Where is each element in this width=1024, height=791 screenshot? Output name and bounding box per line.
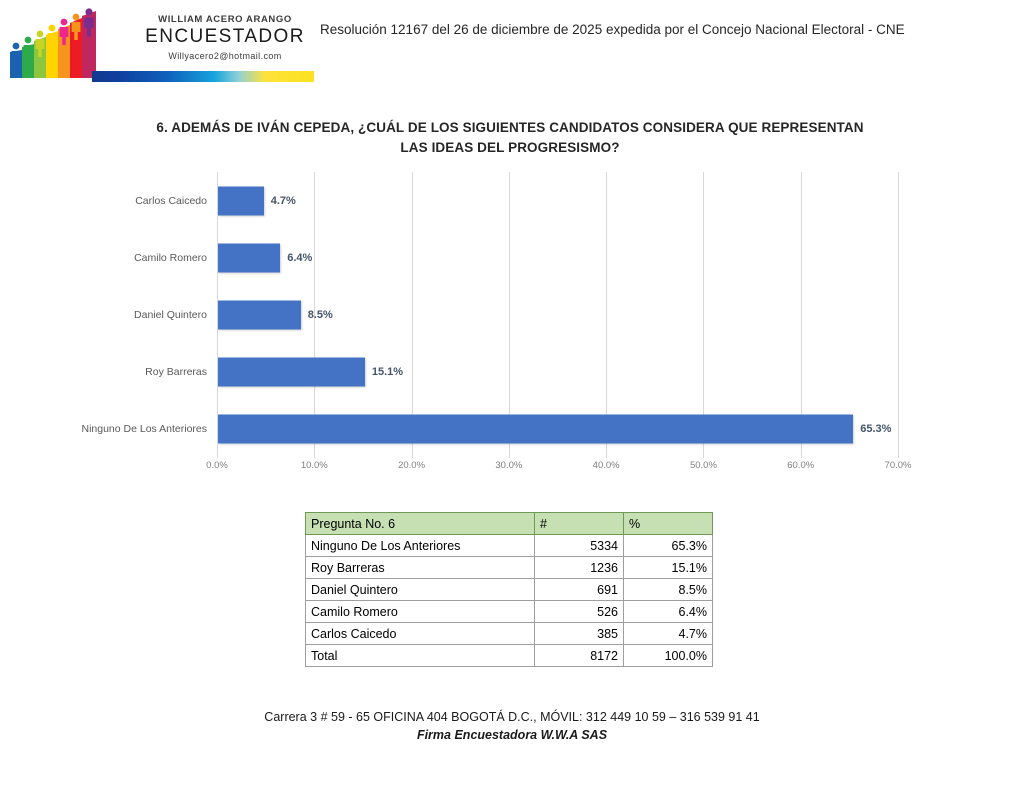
table-row — [306, 579, 713, 601]
chart-category-row — [0, 286, 1024, 343]
chart-title-line-1: 6. ADEMÁS DE IVÁN CEPEDA, ¿CUÁL DE LOS SIGUIENTES CANDIDATOS CONSIDERA QUE REPRESENTAN — [156, 120, 864, 135]
chart-x-tick-label: 30.0% — [495, 460, 523, 471]
chart-category-label: Roy Barreras — [145, 366, 207, 379]
bar-chart — [0, 168, 1024, 478]
chart-x-tick-label: 0.0% — [206, 460, 228, 471]
chart-title-line-2: LAS IDEAS DEL PROGRESISMO? — [400, 140, 620, 155]
chart-bar[interactable] — [218, 358, 365, 387]
chart-x-tick-mark — [314, 454, 315, 458]
brand-gradient-bar — [92, 71, 314, 82]
table-cell-count: 691 — [535, 579, 624, 601]
chart-x-axis — [0, 454, 1024, 478]
chart-category-row — [0, 172, 1024, 229]
brand-email: Willyacero2@hotmail.com — [168, 51, 282, 61]
chart-x-tick-label: 70.0% — [884, 460, 912, 471]
chart-data-label: 6.4% — [287, 251, 313, 264]
table-cell-label: Camilo Romero — [306, 601, 535, 623]
results-table — [305, 512, 713, 667]
chart-category-label: Carlos Caicedo — [135, 194, 207, 207]
table-cell-label: Ninguno De Los Anteriores — [306, 535, 535, 557]
brand-block — [135, 14, 315, 61]
table-row — [306, 535, 713, 557]
table-cell-label: Daniel Quintero — [306, 579, 535, 601]
page-header — [0, 0, 1024, 95]
chart-category-label: Camilo Romero — [134, 251, 207, 264]
table-header-row — [306, 513, 713, 535]
table-body — [306, 535, 713, 667]
table-cell-label: Total — [306, 645, 535, 667]
table-cell-label: Carlos Caicedo — [306, 623, 535, 645]
table-row — [306, 601, 713, 623]
chart-data-label: 8.5% — [307, 308, 333, 321]
chart-data-label: 4.7% — [270, 194, 296, 207]
table-cell-percent: 100.0% — [624, 645, 713, 667]
chart-x-tick-label: 60.0% — [787, 460, 815, 471]
chart-x-tick-label: 50.0% — [689, 460, 717, 471]
chart-x-tick-mark — [898, 454, 899, 458]
table-cell-percent: 15.1% — [624, 557, 713, 579]
table-row — [306, 623, 713, 645]
table-cell-count: 385 — [535, 623, 624, 645]
page-footer — [0, 710, 1024, 742]
table-cell-percent: 6.4% — [624, 601, 713, 623]
resolution-text: Resolución 12167 del 26 de diciembre de 2025 expedida por el Concejo Nacional Electoral - CNE — [320, 22, 905, 37]
table-cell-percent: 8.5% — [624, 579, 713, 601]
chart-bar[interactable] — [218, 415, 853, 444]
chart-x-tick-mark — [412, 454, 413, 458]
table-header-percent: % — [624, 513, 713, 535]
brand-name: WILLIAM ACERO ARANGO — [158, 14, 292, 25]
chart-category-label: Ninguno De Los Anteriores — [81, 423, 207, 436]
table-row — [306, 557, 713, 579]
table-cell-count: 8172 — [535, 645, 624, 667]
chart-x-tick-label: 10.0% — [300, 460, 328, 471]
table-cell-count: 5334 — [535, 535, 624, 557]
chart-category-row — [0, 344, 1024, 401]
chart-category-label: Daniel Quintero — [134, 308, 207, 321]
chart-x-tick-label: 20.0% — [398, 460, 426, 471]
chart-category-row — [0, 401, 1024, 458]
chart-bar[interactable] — [218, 186, 264, 215]
table-cell-percent: 4.7% — [624, 623, 713, 645]
chart-bar[interactable] — [218, 300, 301, 329]
footer-company: Firma Encuestadora W.W.A SAS — [416, 728, 608, 742]
table-header-question: Pregunta No. 6 — [306, 513, 535, 535]
chart-bar[interactable] — [218, 243, 280, 272]
chart-x-tick-mark — [606, 454, 607, 458]
chart-data-label: 65.3% — [860, 423, 892, 436]
chart-x-tick-mark — [509, 454, 510, 458]
chart-data-label: 15.1% — [371, 366, 404, 379]
chart-x-tick-mark — [217, 454, 218, 458]
chart-x-tick-label: 40.0% — [592, 460, 620, 471]
chart-x-tick-mark — [801, 454, 802, 458]
table-cell-percent: 65.3% — [624, 535, 713, 557]
table-cell-count: 1236 — [535, 557, 624, 579]
chart-x-tick-mark — [703, 454, 704, 458]
table-cell-count: 526 — [535, 601, 624, 623]
chart-category-row — [0, 229, 1024, 286]
brand-role: ENCUESTADOR — [145, 26, 305, 47]
table-row — [306, 645, 713, 667]
people-bar-chart-logo-icon — [8, 6, 104, 78]
chart-title — [140, 118, 880, 158]
table-cell-label: Roy Barreras — [306, 557, 535, 579]
table-header-count: # — [535, 513, 624, 535]
footer-address: Carrera 3 # 59 - 65 OFICINA 404 BOGOTÁ D.C., MÓVIL: 312 449 10 59 – 316 539 91 41 — [264, 710, 760, 724]
